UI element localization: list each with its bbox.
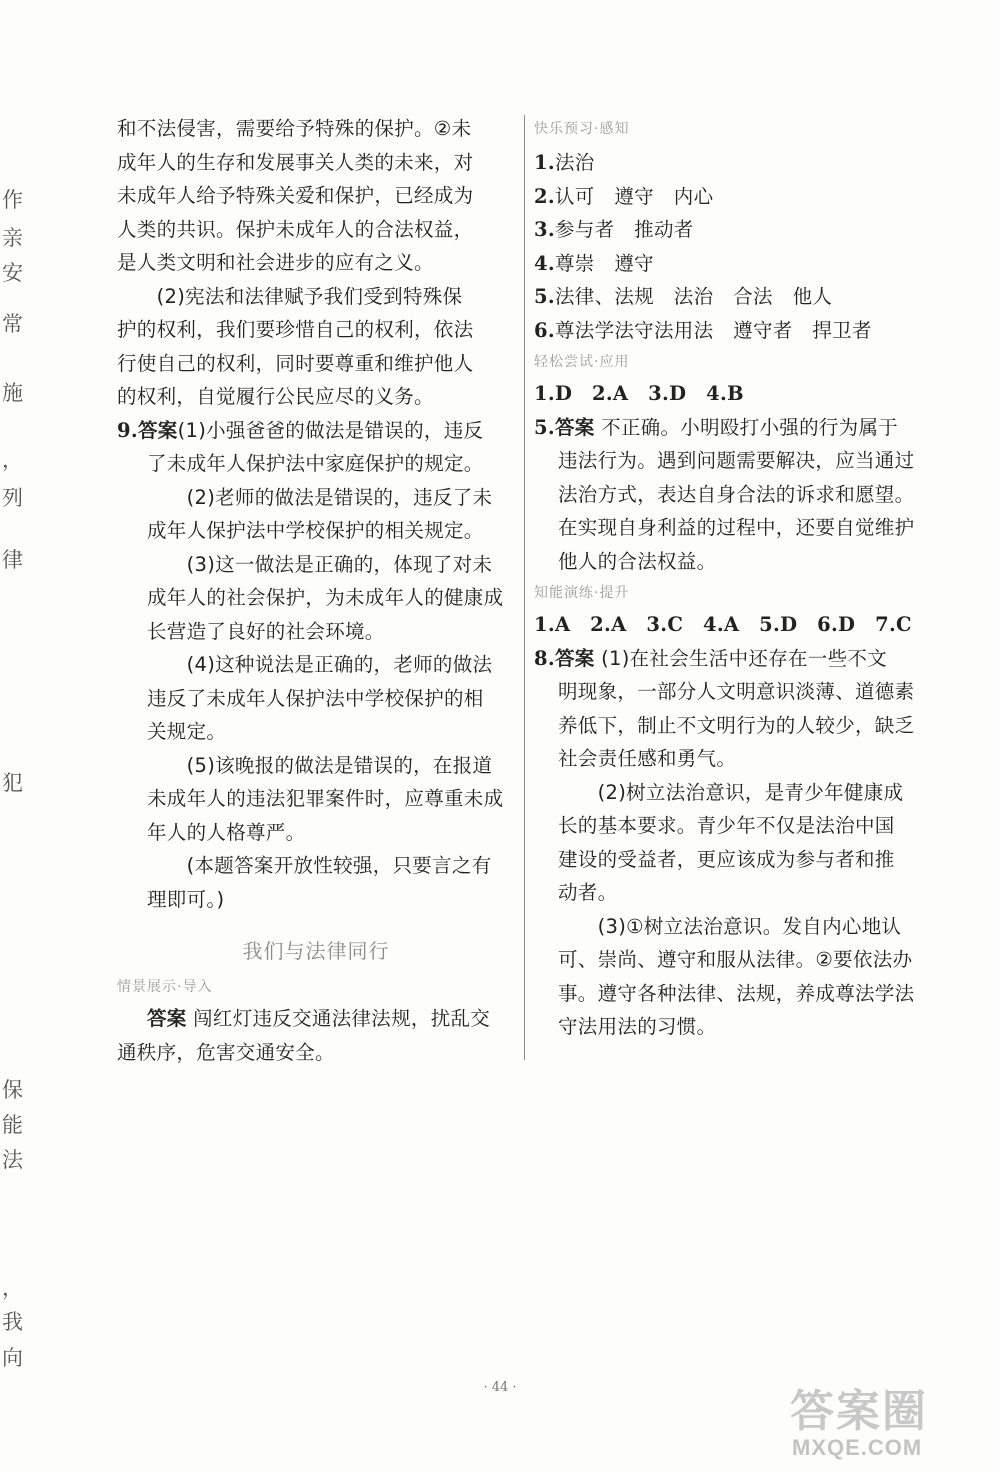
bleed-through-char: 向 — [2, 1346, 23, 1370]
intro-answer — [117, 1002, 515, 1036]
section-header-try: 轻松尝试·应用 — [534, 354, 630, 370]
answer-label: 答案 — [137, 418, 178, 442]
text-line: 成年人保护法中学校保护的相关规定。 — [147, 519, 484, 542]
text-line: 通秩序，危害交通安全。 — [117, 1040, 335, 1064]
bleed-through-char: ， — [2, 1276, 23, 1300]
text-line: 社会责任感和勇气。 — [558, 747, 737, 770]
preview-item — [534, 213, 906, 247]
text-line: (4)这种说法是正确的，老师的做法 — [147, 653, 493, 676]
text-line: (3)这一做法是正确的，体现了对未 — [147, 552, 493, 576]
answer-label: 答案 — [554, 415, 595, 439]
item-text: 法治 — [554, 151, 595, 174]
section-header-preview: 快乐预习·感知 — [534, 121, 630, 137]
text-line: 长营造了良好的社会环境。 — [147, 619, 385, 643]
bleed-through-char: 列 — [2, 486, 23, 510]
section-header-intro: 情景展示·导入 — [117, 979, 213, 995]
text-line: 行使自己的权利，同时要尊重和维护他人 — [117, 351, 474, 375]
multiple-choice-answers: 1.A 2.A 3.C 4.A 5.D 6.D 7.C — [534, 613, 912, 636]
bleed-through-char: ， — [2, 448, 23, 472]
text-line: (2)树立法治意识，是青少年健康成 — [558, 780, 904, 804]
text-line: 年人的人格尊严。 — [147, 820, 306, 844]
bleed-through-char: 安 — [2, 261, 23, 285]
text-line: 可、崇尚、遵守和服从法律。②要依法办 — [558, 948, 913, 971]
text-line: 在实现自身利益的过程中，还要自觉维护 — [558, 516, 915, 539]
text-line: 是人类文明和社会进步的应有之义。 — [117, 251, 434, 274]
bleed-through-char: 作 — [2, 188, 23, 212]
item-number: 1. — [534, 151, 555, 174]
watermark-url: MXQE.COM — [792, 1435, 923, 1460]
question-number: 5. — [534, 415, 555, 439]
section-title: 我们与法律同行 — [242, 939, 390, 963]
bleed-through-char: 法 — [2, 1148, 23, 1172]
question-number: 9. — [117, 418, 138, 442]
text-line: (2)宪法和法律赋予我们受到特殊保 — [117, 284, 463, 308]
text-line: (5)该晚报的做法是错误的，在报道 — [147, 753, 493, 777]
item-number: 3. — [534, 218, 555, 241]
item-number: 6. — [534, 318, 555, 342]
text-line: 成年人的生存和发展事关人类的未来，对 — [117, 150, 474, 174]
text-line: 人类的共识。保护未成年人的合法权益， — [117, 217, 474, 241]
text-line: 和不法侵害，需要给予特殊的保护。②未 — [117, 117, 472, 140]
text-line: 守法用法的习惯。 — [558, 1015, 717, 1038]
item-number: 4. — [534, 251, 555, 275]
answer-text: 闯红灯违反交通法律法规，扰乱交 — [193, 1007, 491, 1030]
question-9-body — [117, 447, 515, 916]
item-text: 尊法学法守法用法 遵守者 捍卫者 — [554, 318, 872, 342]
text-line: 违反了未成年人保护法中学校保护的相 — [147, 686, 484, 710]
text-line: 未成年人给予特殊关爱和保护，已经成为 — [117, 184, 474, 207]
text-line: 建设的受益者，更应该成为参与者和推 — [558, 847, 895, 871]
item-text: 认可 遵守 内心 — [554, 184, 714, 208]
item-text: 尊崇 遵守 — [554, 251, 654, 275]
text-line: 养低下，制止不文明行为的人较少，缺乏 — [558, 713, 915, 737]
bleed-through-char: 施 — [2, 381, 23, 405]
bleed-through-char: 我 — [2, 1310, 23, 1334]
answer-text: (1)小强爸爸的做法是错误的，违反 — [177, 418, 484, 442]
text-line: 违法行为。遇到问题需要解决，应当通过 — [558, 449, 915, 472]
question-8-body — [534, 675, 915, 1044]
bleed-through-char: 犯 — [2, 771, 23, 795]
text-line: 关规定。 — [147, 720, 227, 743]
preview-item — [534, 314, 906, 348]
page-number: · 44 · — [483, 1380, 517, 1395]
text-line: 动者。 — [558, 881, 618, 904]
answer-text: (1)在社会生活中还存在一些不文 — [601, 646, 887, 670]
text-line: 成年人的社会保护，为未成年人的健康成 — [147, 586, 504, 609]
answer-text: 不正确。小明殴打小强的行为属于 — [601, 415, 899, 439]
item-text: 参与者 推动者 — [554, 218, 694, 241]
question-5 — [534, 411, 906, 445]
text-line: 的权利，自觉履行公民应尽的义务。 — [117, 385, 434, 408]
text-line: 了未成年人保护法中家庭保护的规定。 — [147, 452, 484, 475]
text-line: 他人的合法权益。 — [558, 549, 717, 573]
watermark — [790, 1375, 990, 1465]
bleed-through-char: 能 — [2, 1113, 23, 1137]
right-column — [534, 112, 915, 1044]
bleed-through-char: 常 — [2, 312, 23, 336]
bleed-through-char: 保 — [2, 1078, 23, 1102]
left-column — [117, 112, 515, 1069]
text-line: (3)①树立法治意识。发自内心地认 — [558, 914, 902, 938]
multiple-choice-answers: 1.D 2.A 3.D 4.B — [534, 382, 744, 405]
preview-item — [534, 146, 906, 180]
column-divider — [524, 115, 525, 1060]
preview-item — [534, 180, 906, 214]
item-number: 5. — [534, 285, 555, 308]
question-5-body — [534, 444, 915, 578]
question-number: 8. — [534, 646, 555, 670]
text-line: 事。遵守各种法律、法规，养成尊法学法 — [558, 981, 915, 1005]
preview-item — [534, 280, 906, 314]
bleed-through-char: 亲 — [2, 226, 23, 250]
item-number: 2. — [534, 184, 555, 208]
text-line: 法治方式，表达自身合法的诉求和愿望。 — [558, 482, 915, 506]
text-line: 长的基本要求。青少年不仅是法治中国 — [558, 814, 895, 837]
preview-item — [534, 247, 906, 281]
item-text: 法律、法规 法治 合法 他人 — [554, 285, 833, 308]
text-line: (本题答案开放性较强，只要言之有 — [147, 854, 492, 877]
bleed-through-char: 律 — [2, 548, 23, 572]
question-8 — [534, 642, 906, 676]
question-9 — [117, 414, 515, 448]
section-header-practice: 知能演练·提升 — [534, 585, 630, 601]
text-line: (2)老师的做法是错误的，违反了未 — [147, 485, 493, 509]
answer-label: 答案 — [147, 1007, 187, 1030]
text-line: 理即可。) — [147, 887, 225, 911]
text-line: 明现象，一部分人文明意识淡薄、道德素 — [558, 680, 915, 703]
text-line: 未成年人的违法犯罪案件时，应尊重未成 — [147, 787, 504, 810]
text-line: 护的权利，我们要珍惜自己的权利，依法 — [117, 318, 474, 341]
watermark-logo: 答案圈 — [790, 1386, 928, 1437]
answer-label: 答案 — [554, 646, 595, 670]
